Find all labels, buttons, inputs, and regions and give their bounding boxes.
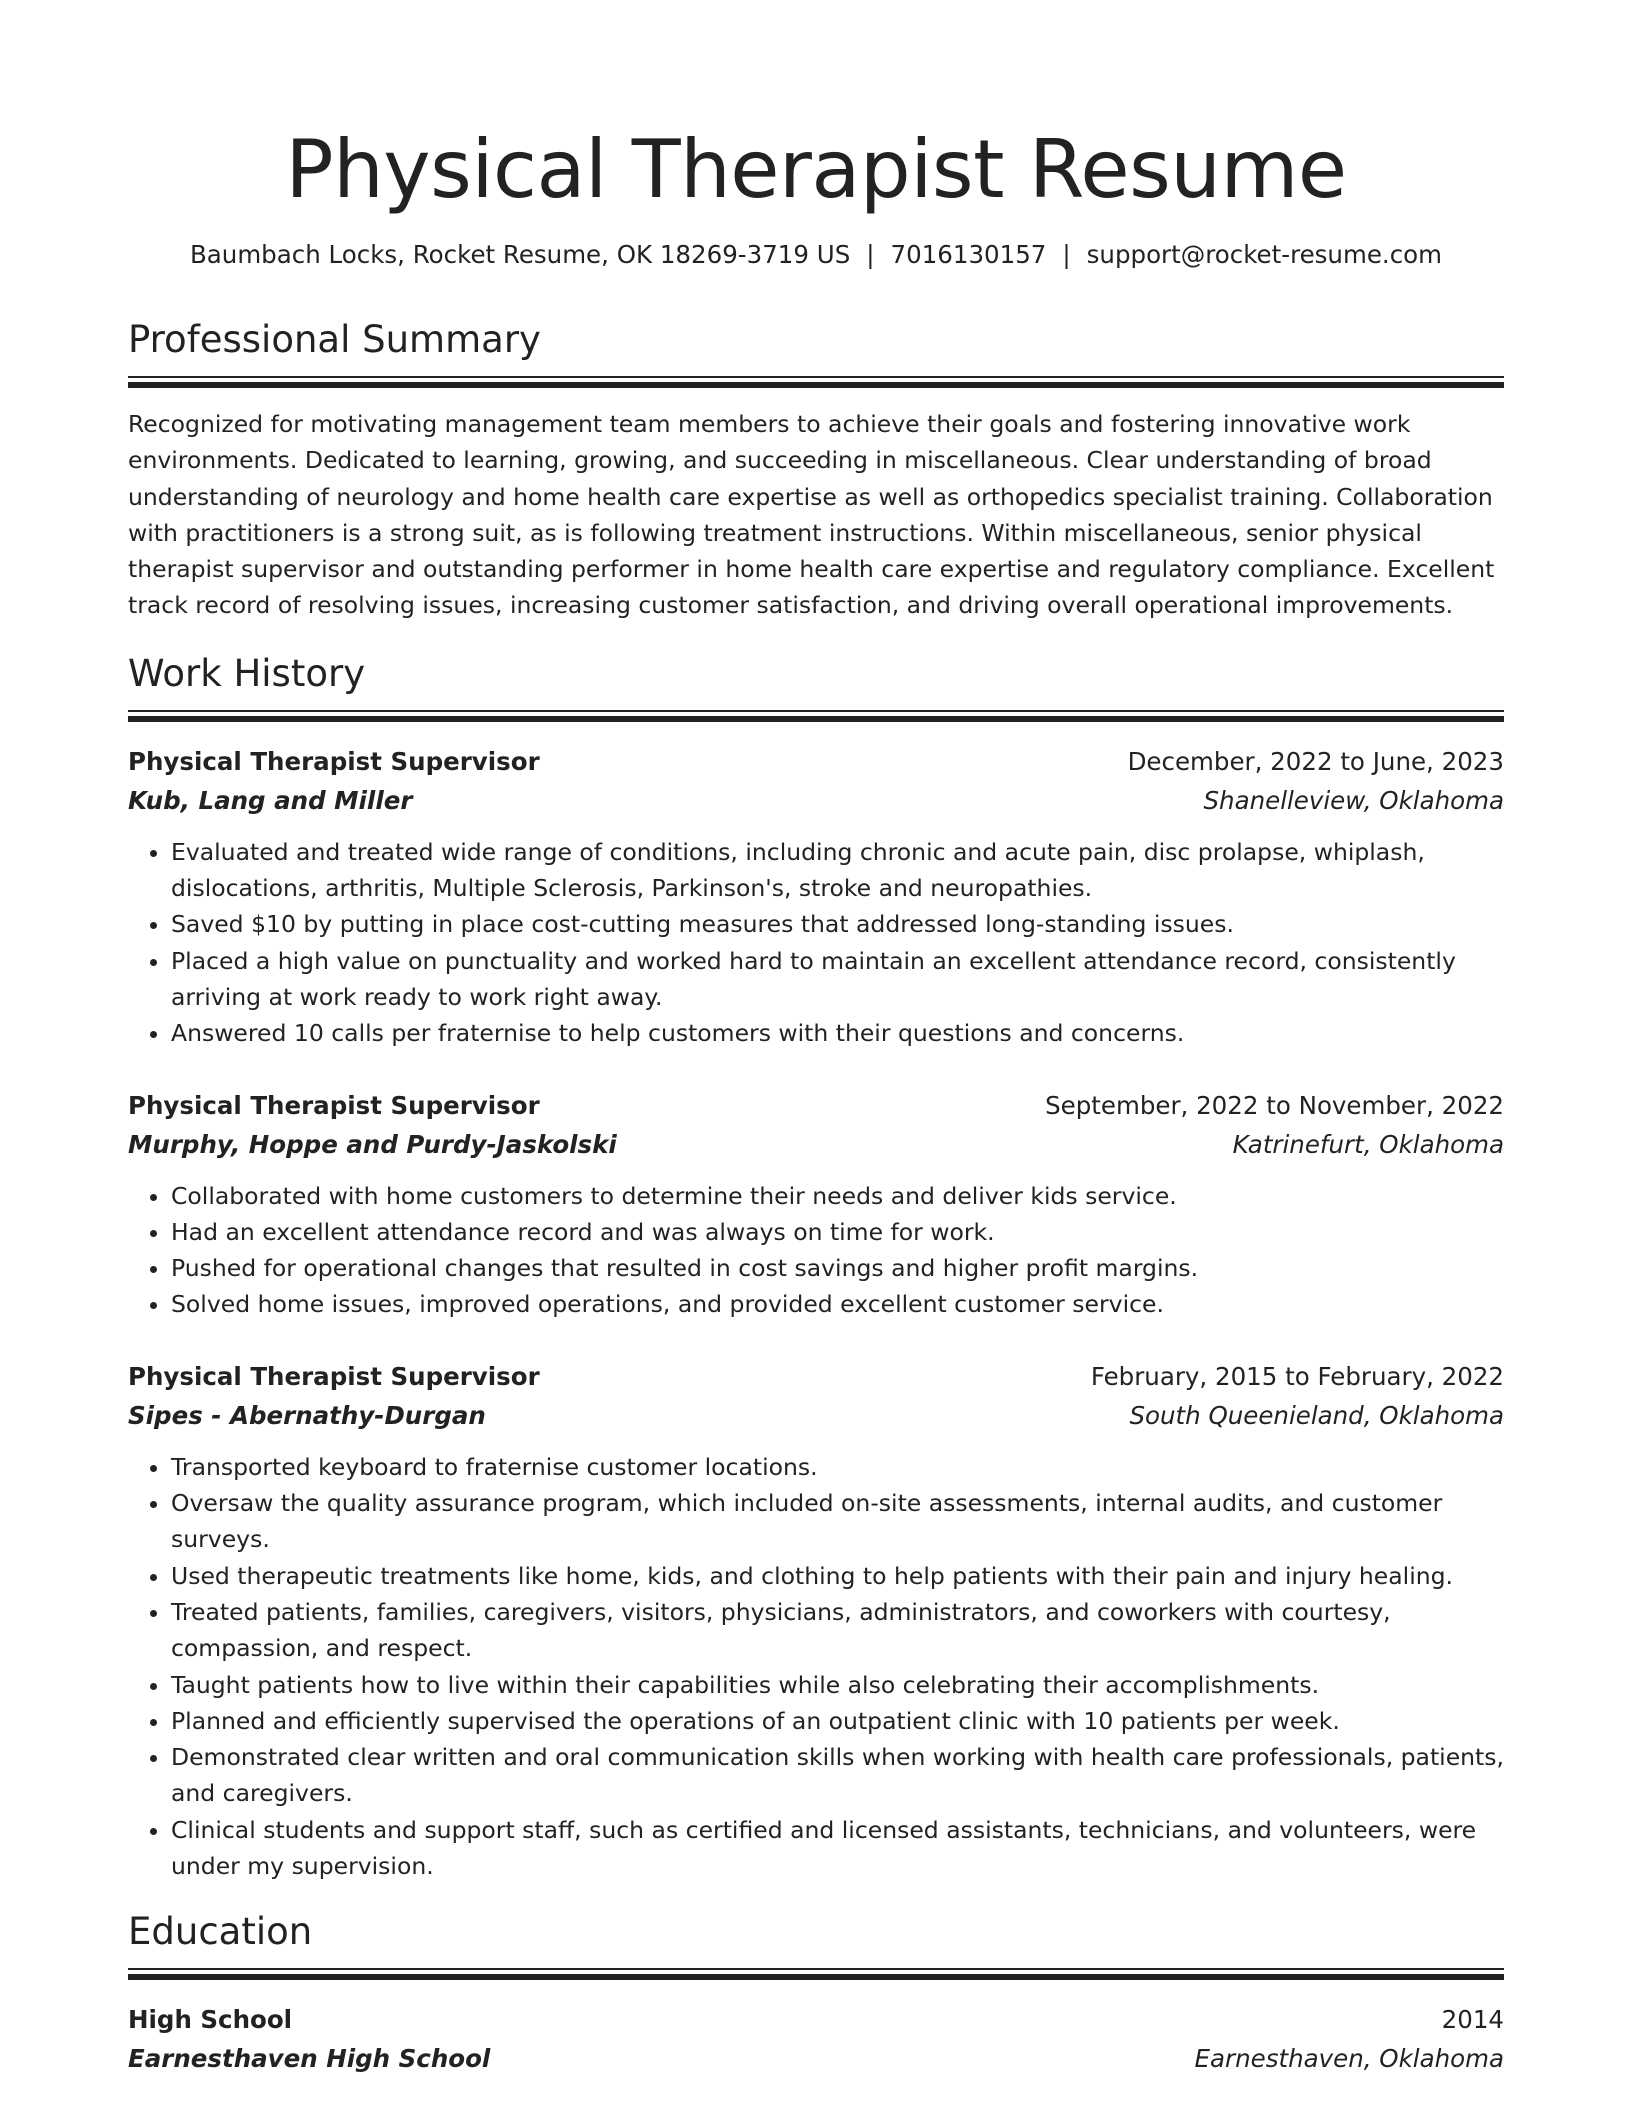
section-divider: [128, 710, 1504, 722]
contact-phone: 7016130157: [890, 240, 1047, 269]
job-bullet: • Demonstrated clear written and oral communication skills when working with health care professionals, patients, and caregivers.: [171, 1739, 1504, 1812]
job-entry: [128, 742, 1504, 1052]
education-heading: Education: [128, 1910, 313, 1954]
job-bullet: • Answered 10 calls per fraternise to help customers with their questions and concerns.: [171, 1015, 1504, 1051]
summary-section: [128, 318, 1504, 624]
section-divider: [128, 1968, 1504, 1980]
job-dates: September, 2022 to November, 2022: [1045, 1090, 1504, 1120]
job-bullet: • Saved $10 by putting in place cost-cutting measures that addressed long-standing issues.: [171, 906, 1504, 942]
job-bullet: • Pushed for operational changes that resulted in cost savings and higher profit margins.: [171, 1250, 1504, 1286]
job-bullet: • Taught patients how to live within their capabilities while also celebrating their accomplishments.: [171, 1667, 1504, 1703]
contact-address: Baumbach Locks, Rocket Resume, OK 18269-3719 US: [189, 240, 851, 269]
job-title: Physical Therapist Supervisor: [128, 1090, 540, 1120]
job-bullet: • Transported keyboard to fraternise customer locations.: [171, 1449, 1504, 1485]
education-school: Earnesthaven High School: [128, 2044, 491, 2074]
job-bullet: • Clinical students and support staff, such as certified and licensed assistants, technicians, and volunteers, were under my supervision.: [171, 1812, 1504, 1885]
job-bullets: [128, 1178, 1504, 1323]
job-bullet: • Used therapeutic treatments like home, kids, and clothing to help patients with their pain and injury healing.: [171, 1558, 1504, 1594]
education-year: 2014: [1441, 2005, 1504, 2035]
job-bullet: • Had an excellent attendance record and was always on time for work.: [171, 1214, 1504, 1250]
resume-title: Physical Therapist Resume: [285, 123, 1347, 216]
summary-text: Recognized for motivating management team members to achieve their goals and fostering innovative work environments. Dedicated to learning, growing, and succeeding in miscellaneous. Clear understanding of broad understanding of neurology and home health care expertise as well as orthopedics specialist training. Collaboration with practitioners is a strong suit, as is following treatment instructions. Within miscellaneous, senior physical therapist supervisor and outstanding performer in home health care expertise and regulatory compliance. Excellent track record of resolving issues, increasing customer satisfaction, and driving overall operational improvements.: [128, 410, 1495, 620]
summary-heading: Professional Summary: [128, 318, 541, 361]
job-bullet: • Collaborated with home customers to determine their needs and deliver kids service.: [171, 1178, 1504, 1214]
job-bullet: • Placed a high value on punctuality and worked hard to maintain an excellent attendance record, consistently arriving at work ready to work right away.: [171, 943, 1504, 1016]
job-bullet: • Evaluated and treated wide range of conditions, including chronic and acute pain, disc prolapse, whiplash, dislocations, arthritis, Multiple Sclerosis, Parkinson's, stroke and neuropathies.: [171, 834, 1504, 907]
job-bullets: [128, 1449, 1504, 1885]
job-title: Physical Therapist Supervisor: [128, 1361, 540, 1391]
job-company: Sipes - Abernathy-Durgan: [128, 1400, 486, 1430]
job-entry: [128, 1086, 1504, 1323]
education-section: [128, 1910, 1504, 2078]
section-divider: [128, 376, 1504, 388]
job-bullet: • Solved home issues, improved operations, and provided excellent customer service.: [171, 1286, 1504, 1322]
job-company: Murphy, Hoppe and Purdy-Jaskolski: [128, 1129, 617, 1159]
work-history-heading: Work History: [128, 651, 366, 695]
job-location: South Queenieland, Oklahoma: [1129, 1400, 1504, 1430]
job-company: Kub, Lang and Miller: [128, 785, 413, 815]
job-dates: February, 2015 to February, 2022: [1090, 1361, 1504, 1391]
job-bullet: • Treated patients, families, caregivers, visitors, physicians, administrators, and coworkers with courtesy, compassion, and respect.: [171, 1594, 1504, 1667]
job-bullet: • Oversaw the quality assurance program, which included on-site assessments, internal audits, and customer surveys.: [171, 1485, 1504, 1558]
job-bullet: • Planned and efficiently supervised the operations of an outpatient clinic with 10 patients per week.: [171, 1703, 1504, 1739]
resume-page: [128, 0, 1504, 2078]
job-location: Katrinefurt, Oklahoma: [1232, 1129, 1504, 1159]
work-history-section: [128, 652, 1504, 1885]
job-entry: [128, 1357, 1504, 1885]
job-dates: December, 2022 to June, 2023: [1127, 746, 1504, 776]
education-location: Earnesthaven, Oklahoma: [1194, 2044, 1504, 2074]
contact-separator: |: [866, 240, 875, 269]
contact-email: support@rocket-resume.com: [1086, 240, 1443, 269]
job-location: Shanelleview, Oklahoma: [1203, 785, 1504, 815]
education-degree: High School: [128, 2005, 293, 2035]
contact-separator: |: [1062, 240, 1071, 269]
job-title: Physical Therapist Supervisor: [128, 746, 540, 776]
job-bullets: [128, 834, 1504, 1052]
education-entry: [128, 2000, 1504, 2078]
contact-line: [128, 238, 1504, 272]
